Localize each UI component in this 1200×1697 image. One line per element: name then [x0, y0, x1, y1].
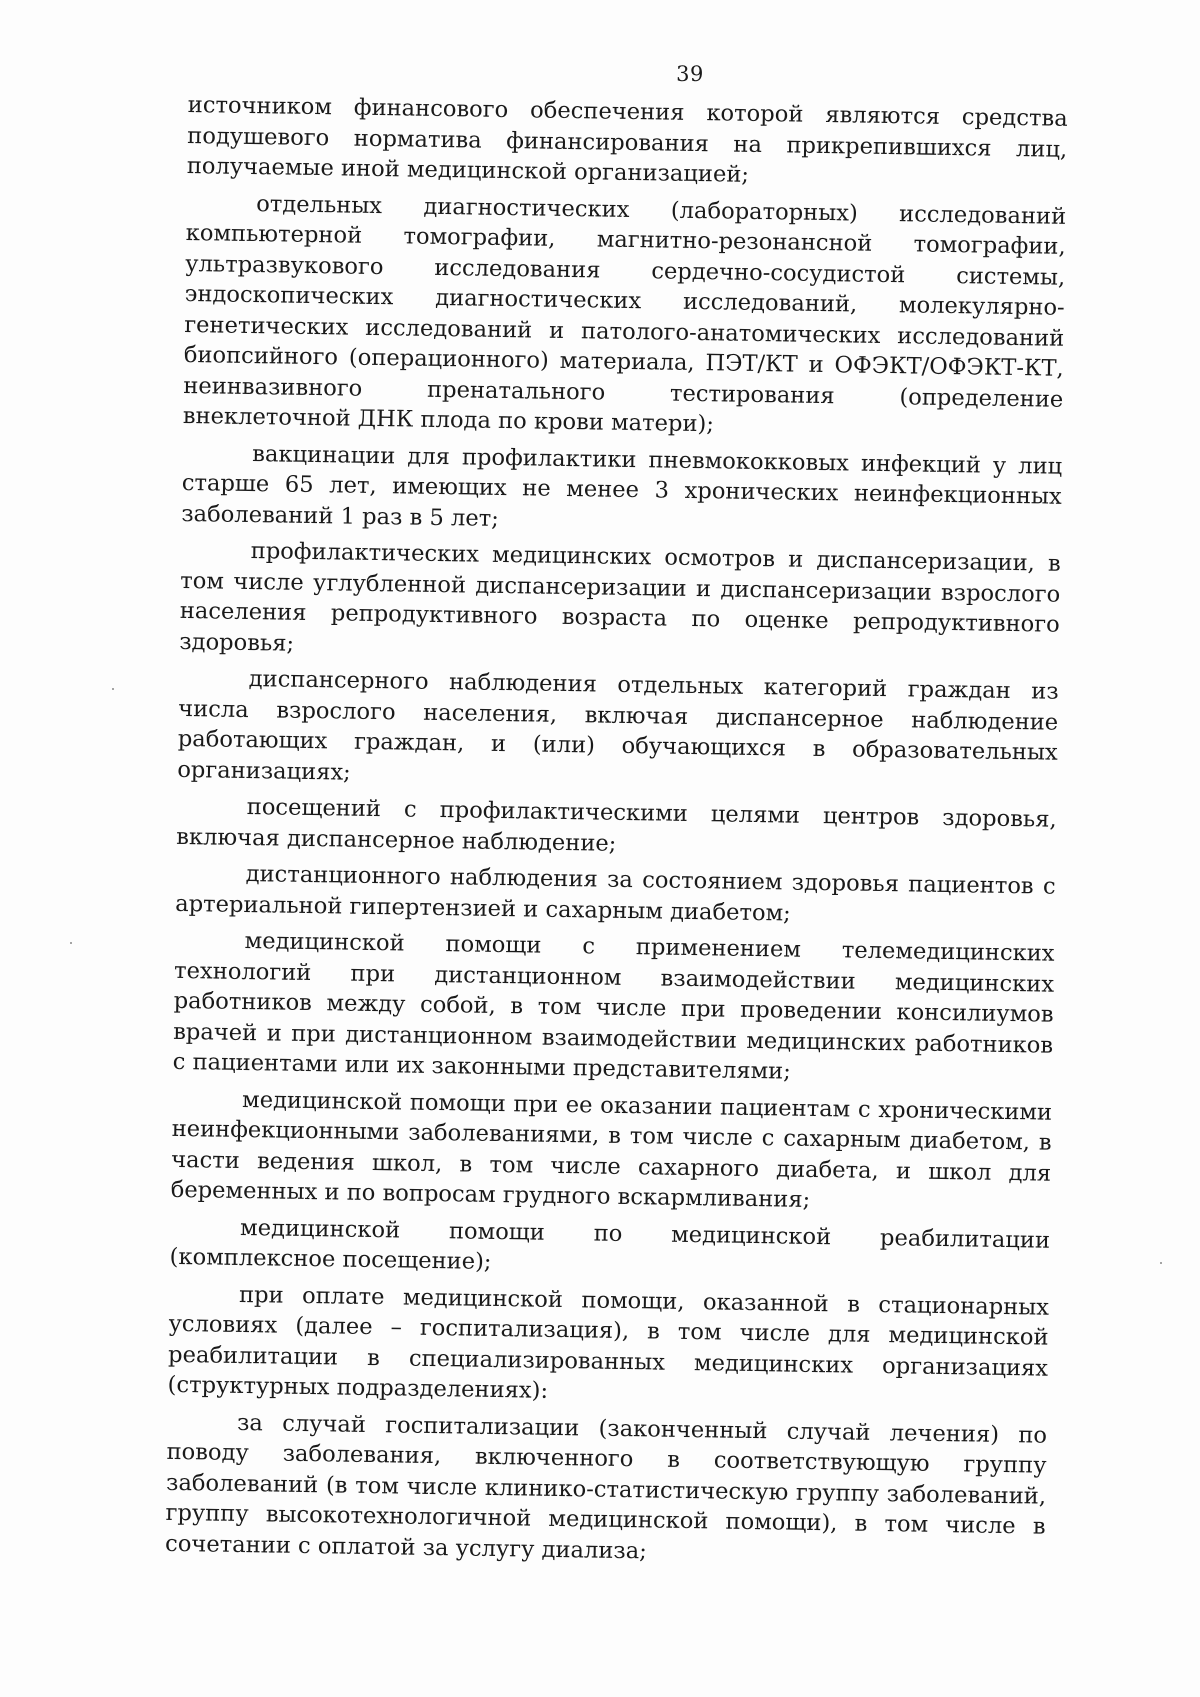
- paragraph-2: вакцинации для профилактики пневмококковых инфекций у лиц старше 65 лет, имеющих не менее 3 хронических неинфекционных заболеваний 1 раз в 5 лет;: [181, 440, 1063, 532]
- paragraph-8: медицинской помощи при ее оказании пациентам с хроническими неинфекционными заболеваниями, в том числе с сахарным диабетом, в части ведения школ, в том числе сахарного диабета, и школ для беременных и по вопросам грудного вскармливания;: [170, 1086, 1053, 1213]
- paragraph-5: посещений с профилактическими целями центров здоровья, включая диспансерное наблюдение;: [176, 794, 1057, 857]
- scan-speck: [112, 688, 114, 690]
- paragraph-1: отдельных диагностических (лабораторных) исследований компьютерной томографии, магнитно-резонансной томографии, ультразвукового исследования сердечно-сосудистой системы, эндоскопических диагностических исследований, молекулярно-генетических исследований и патолого-анатомических исследований биопсийного (операционного) материала, ПЭТ/КТ и ОФЭКТ/ОФЭКТ-КТ, неинвазивного пренатального тестирования (определение внеклеточной ДНК плода по крови матери);: [182, 190, 1067, 438]
- document-body: [165, 90, 1068, 1579]
- paragraph-6: дистанционного наблюдения за состоянием здоровья пациентов с артериальной гипертензией и сахарным диабетом;: [175, 861, 1056, 927]
- page-number: 39: [676, 62, 704, 86]
- paragraph-10: при оплате медицинской помощи, оказанной в стационарных условиях (далее – госпитализация), в том числе для медицинской реабилитации в специализированных медицинских организациях (структурных подразделениях):: [167, 1281, 1050, 1404]
- scan-speck: [70, 942, 72, 944]
- paragraph-4: диспансерного наблюдения отдельных категорий граждан из числа взрослого населения, включая диспансерное наблюдение работающих граждан, и (или) обучающихся в образовательных организациях;: [177, 666, 1059, 786]
- paragraph-11: за случай госпитализации (законченный случай лечения) по поводу заболевания, включенного в соответствующую группу заболеваний (в том числе клинико-статистическую группу заболеваний, группу высокотехнологичной медицинской помощи), в том числе в сочетании с оплатой за услугу диализа;: [164, 1409, 1048, 1564]
- paragraph-7: медицинской помощи с применением телемедицинских технологий при дистанционном взаимодействии медицинских работников между собой, в том числе при проведении консилиумов врачей и при дистанционном взаимодействии медицинских работников с пациентами или их законными представителями;: [172, 927, 1055, 1085]
- paragraph-0: источником финансового обеспечения которой являются средства подушевого норматива финансирования на прикрепившихся лиц, получаемые иной медицинской организацией;: [186, 91, 1068, 188]
- paragraph-9: медицинской помощи по медицинской реабилитации (комплексное посещение);: [169, 1214, 1051, 1275]
- paragraph-3: профилактических медицинских осмотров и диспансеризации, в том числе углубленной диспансеризации и диспансеризации взрослого населения репродуктивного возраста по оценке репродуктивного здоровья;: [179, 538, 1061, 657]
- scan-speck: [1160, 1262, 1162, 1264]
